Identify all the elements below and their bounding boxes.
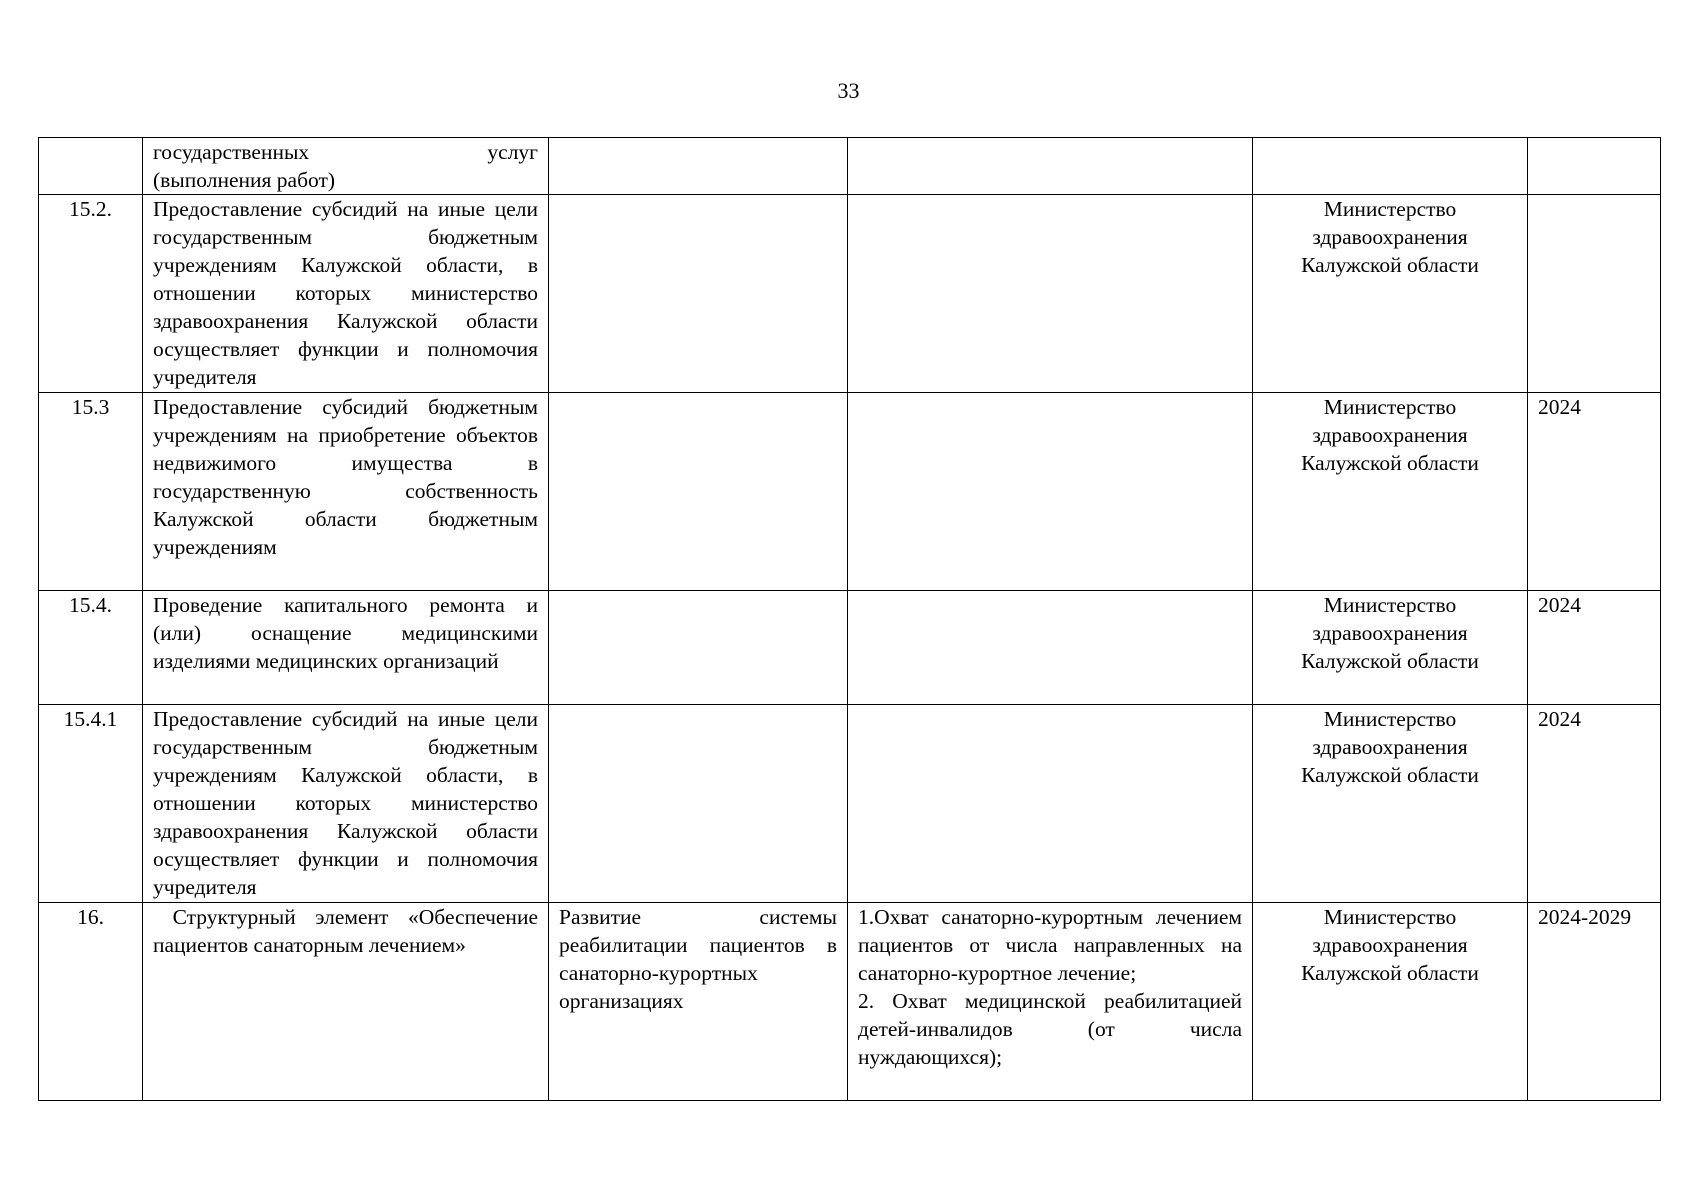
activity-name-cell: Проведение капитального ремонта и (или) оснащение медицинскими изделиями медицинских организаций — [143, 591, 549, 705]
indicators-cell — [848, 195, 1253, 393]
table-row — [39, 138, 1661, 195]
indicator-item: 2. Охват медицинской реабилитацией детей-инвалидов (от числа нуждающихся); — [858, 989, 1242, 1069]
activity-name-cell: Предоставление субсидий на иные цели государственным бюджетным учреждениям Калужской области, в отношении которых министерство здравоохранения Калужской области осуществляет функции и полномочия учредителя — [143, 195, 549, 393]
row-number-cell: 15.3 — [39, 393, 143, 591]
task-cell — [549, 138, 848, 195]
task-cell: Развитие системы реабилитации пациентов в санаторно-курортных организациях — [549, 903, 848, 1101]
responsible-cell: Министерство здравоохранения Калужской области — [1253, 903, 1528, 1101]
row-number-cell: 15.4.1 — [39, 705, 143, 903]
task-cell — [549, 393, 848, 591]
table-row — [39, 393, 1661, 591]
period-cell — [1528, 195, 1661, 393]
activity-name-cell: Структурный элемент «Обеспечение пациентов санаторным лечением» — [143, 903, 549, 1101]
activity-name-cell: Предоставление субсидий бюджетным учреждениям на приобретение объектов недвижимого имущества в государственную собственность Калужской области бюджетным учреждениям — [143, 393, 549, 591]
period-cell: 2024 — [1528, 393, 1661, 591]
indicators-cell — [848, 393, 1253, 591]
table-row — [39, 705, 1661, 903]
indicators-cell — [848, 138, 1253, 195]
indicators-cell — [848, 903, 1253, 1101]
row-number-cell — [39, 138, 143, 195]
task-cell — [549, 195, 848, 393]
indicators-cell — [848, 705, 1253, 903]
table-row — [39, 195, 1661, 393]
activity-name-cell: Предоставление субсидий на иные цели государственным бюджетным учреждениям Калужской области, в отношении которых министерство здравоохранения Калужской области осуществляет функции и полномочия учредителя — [143, 705, 549, 903]
table-row — [39, 591, 1661, 705]
responsible-cell: Министерство здравоохранения Калужской области — [1253, 195, 1528, 393]
activity-name-line: (выполнения работ) — [153, 168, 336, 192]
table-row — [39, 903, 1661, 1101]
period-cell: 2024 — [1528, 591, 1661, 705]
activity-name-line: государственных услуг — [153, 140, 538, 164]
indicator-item: 1.Охват санаторно-курортным лечением пациентов от числа направленных на санаторно-курортное лечение; — [858, 905, 1242, 985]
row-number-cell: 16. — [39, 903, 143, 1101]
page-number: 33 — [837, 78, 860, 103]
period-cell — [1528, 138, 1661, 195]
responsible-cell — [1253, 138, 1528, 195]
task-cell — [549, 591, 848, 705]
row-number-cell: 15.2. — [39, 195, 143, 393]
activities-table — [38, 137, 1661, 1101]
responsible-cell: Министерство здравоохранения Калужской области — [1253, 591, 1528, 705]
indicators-cell — [848, 591, 1253, 705]
task-cell — [549, 705, 848, 903]
period-cell: 2024-2029 — [1528, 903, 1661, 1101]
row-number-cell: 15.4. — [39, 591, 143, 705]
responsible-cell: Министерство здравоохранения Калужской области — [1253, 705, 1528, 903]
activity-name-cell — [143, 138, 549, 195]
responsible-cell: Министерство здравоохранения Калужской области — [1253, 393, 1528, 591]
period-cell: 2024 — [1528, 705, 1661, 903]
